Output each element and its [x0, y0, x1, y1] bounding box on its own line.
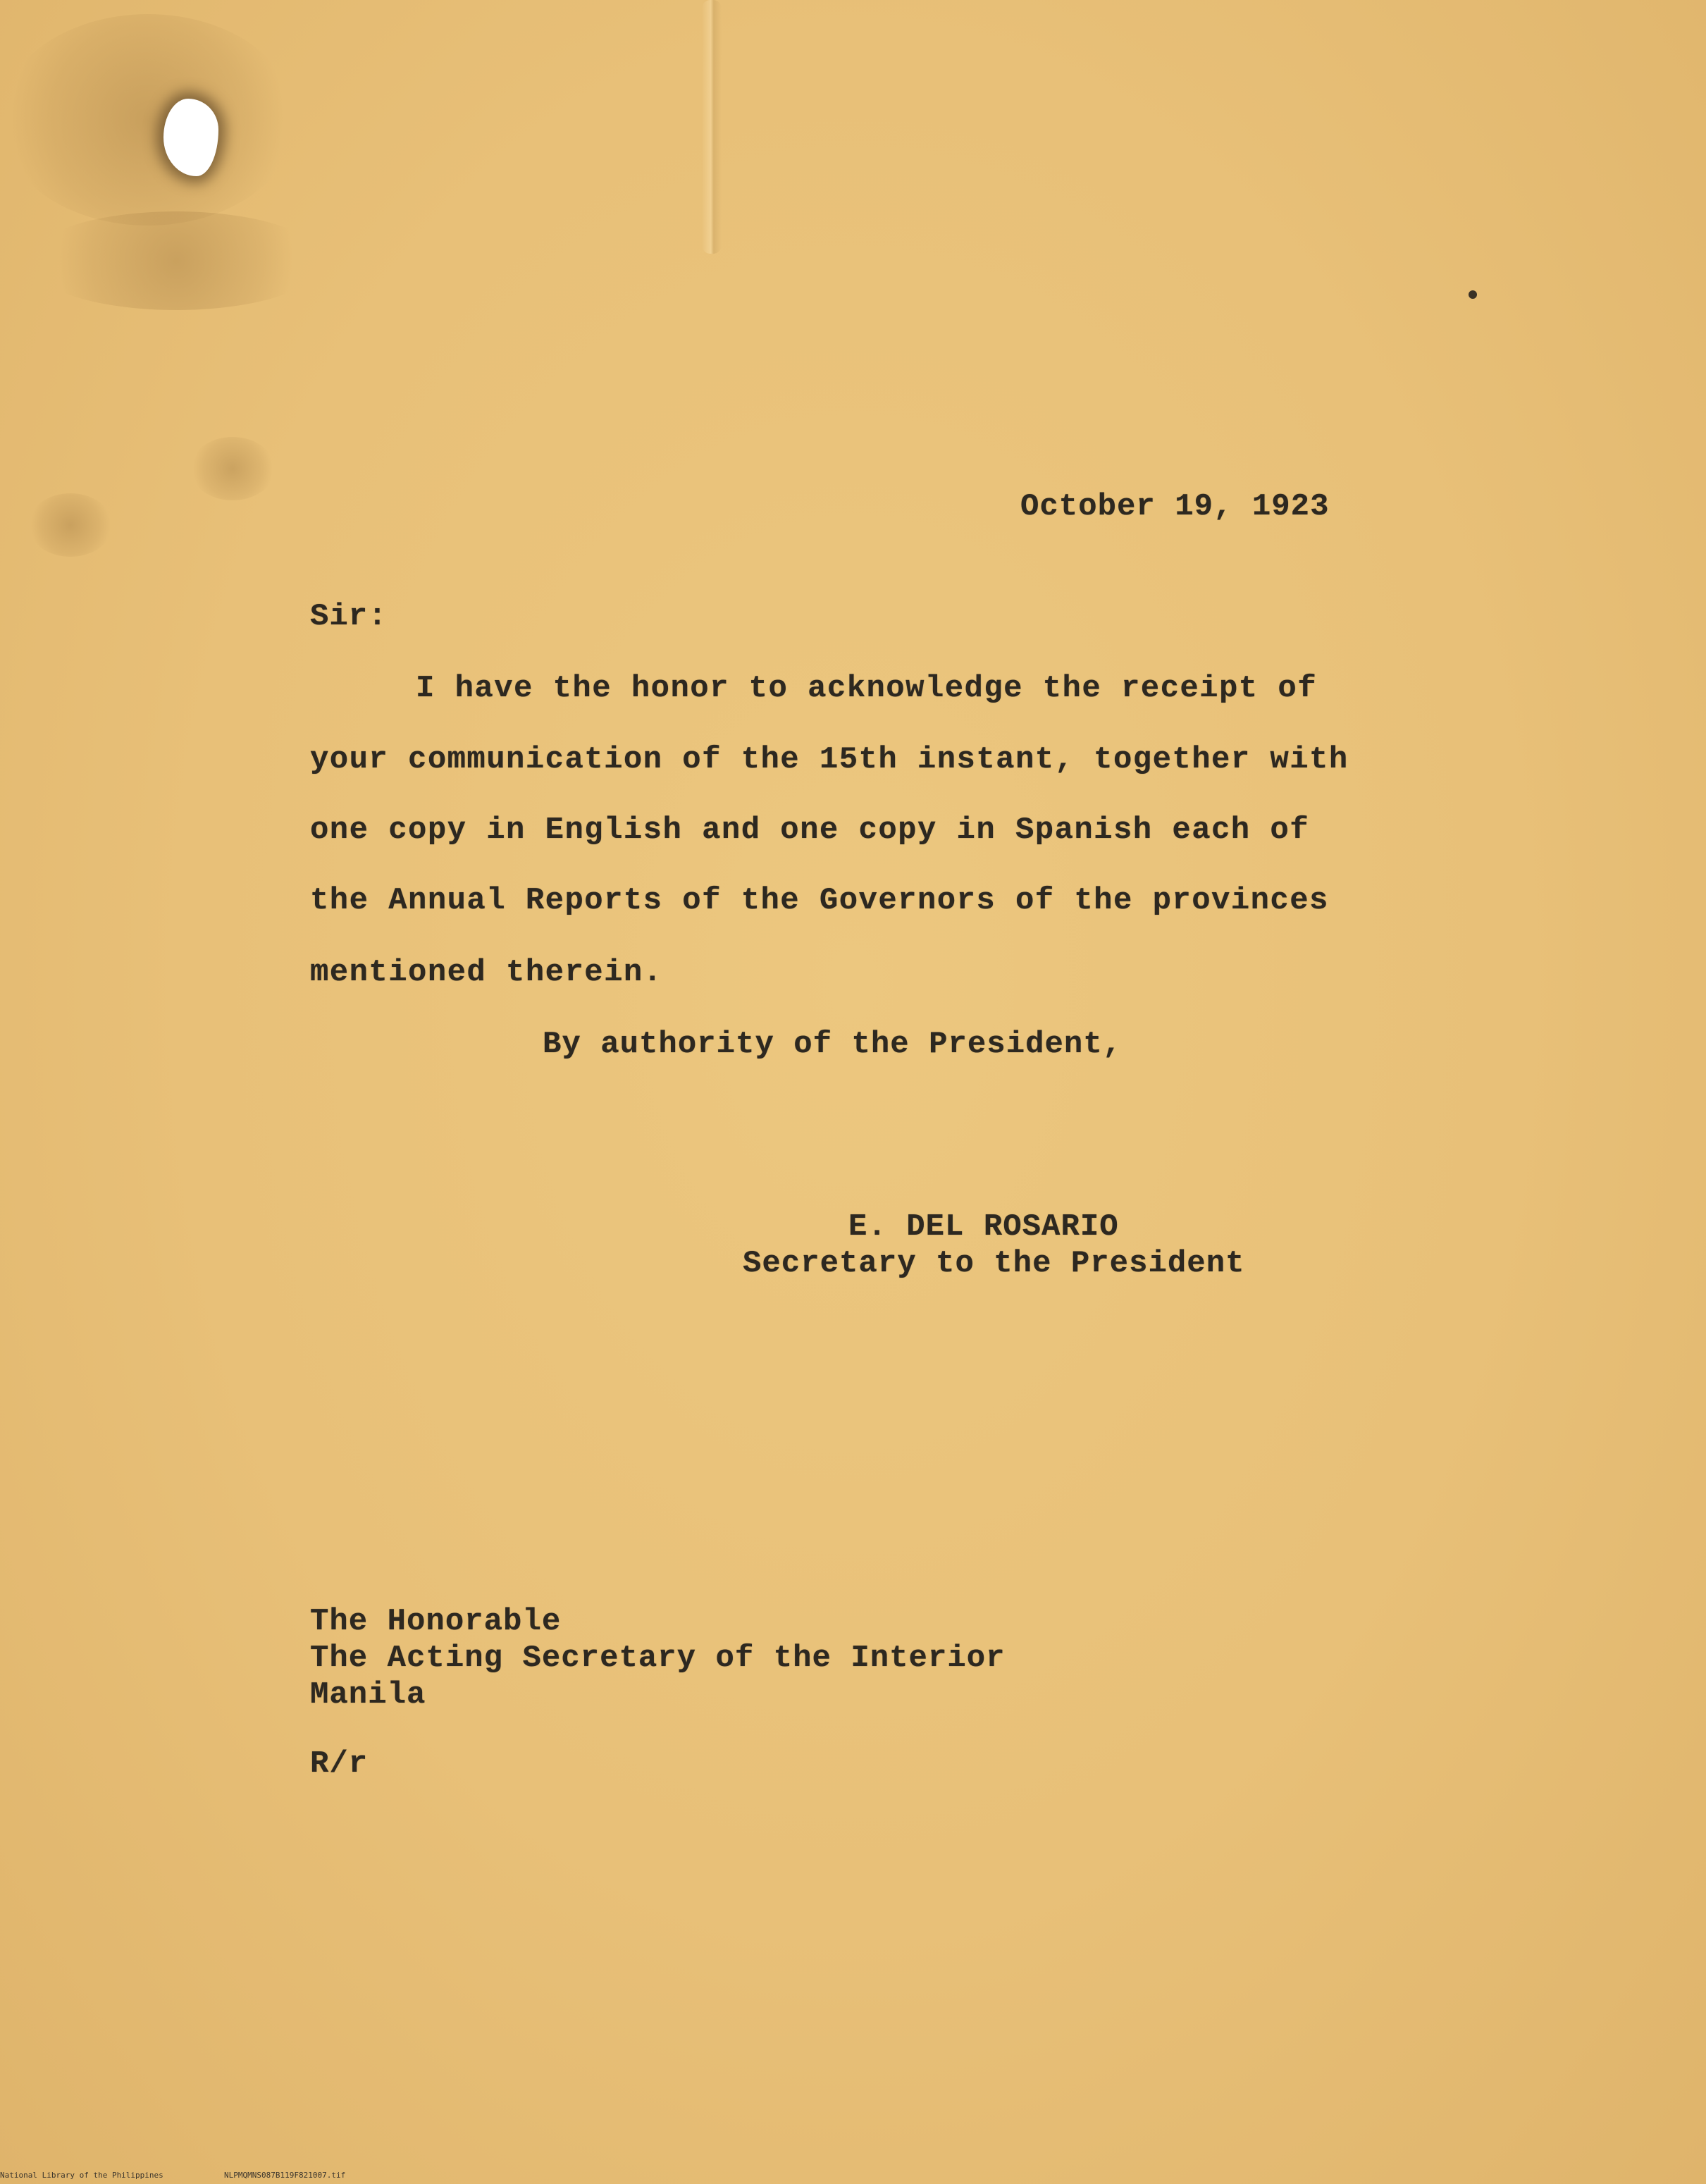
addressee-line: The Honorable [310, 1604, 562, 1639]
salutation: Sir: [310, 599, 388, 634]
body-line: mentioned therein. [310, 955, 663, 990]
addressee-line: Manila [310, 1677, 426, 1713]
reference-initials: R/r [310, 1746, 369, 1782]
letter-date: October 19, 1923 [1020, 489, 1330, 524]
addressee-line: The Acting Secretary of the Interior [310, 1641, 1006, 1676]
water-stain [28, 211, 324, 310]
body-line: I have the honor to acknowledge the receipt of [416, 671, 1317, 706]
body-line: one copy in English and one copy in Spanish each of [310, 813, 1310, 848]
water-stain [0, 14, 296, 226]
water-stain [190, 437, 275, 500]
body-line: the Annual Reports of the Governors of the provinces [310, 883, 1329, 918]
ink-dot [1469, 290, 1477, 299]
body-line: your communication of the 15th instant, together with [310, 742, 1349, 777]
signatory-title: Secretary to the President [743, 1246, 1245, 1281]
paper-fold [702, 0, 722, 254]
water-stain [28, 493, 113, 557]
footer-filename: NLPMQMNS087B119F821007.tif [224, 2171, 346, 2180]
closing: By authority of the President, [543, 1027, 1123, 1062]
footer-library: National Library of the Philippines [0, 2171, 163, 2180]
signatory-name: E. DEL ROSARIO [848, 1209, 1119, 1245]
